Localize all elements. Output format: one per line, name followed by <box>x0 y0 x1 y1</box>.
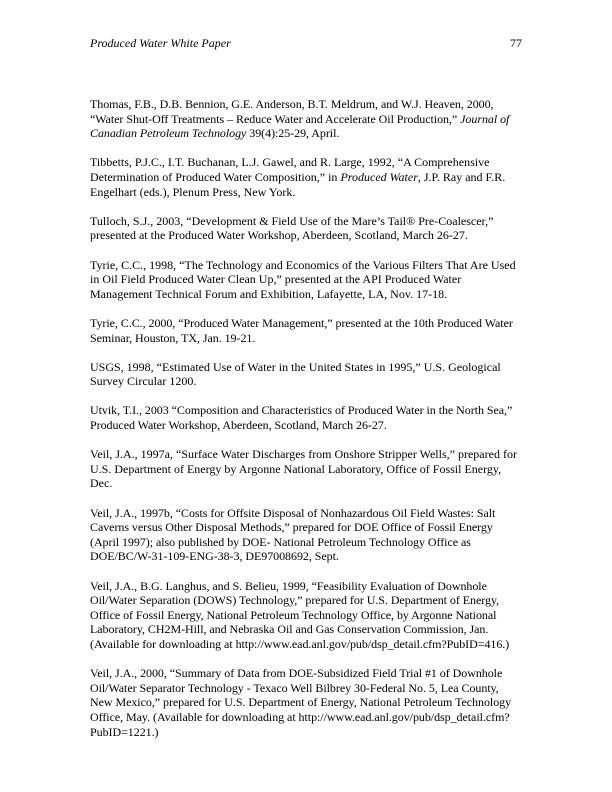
reference-text-tail: , J.P. Ray and F.R. Engelhart (eds.), Plenum Press, New York. <box>90 169 506 199</box>
reference-tibbetts-1992 <box>90 155 522 199</box>
reference-text: Tyrie, C.C., 1998, “The Technology and Economics of the Various Filters That Are Used in Oil Field Produced Water Clean Up,” presented at the API Produced Water Management Technical Forum and Exhibition, Lafayette, LA, Nov. 17-18. <box>90 257 516 301</box>
document-title: Produced Water White Paper <box>90 36 231 50</box>
reference-text: Tibbetts, P.J.C., I.T. Buchanan, L.J. Gawel, and R. Large, 1992, “A Comprehensive Determination of Produced Water Composition,” in <box>90 155 490 184</box>
reference-journal-title: Journal of Canadian Petroleum Technology <box>90 111 510 141</box>
reference-utvik-2003 <box>90 403 522 432</box>
reference-list <box>90 97 522 754</box>
reference-tyrie-1998 <box>90 258 522 302</box>
reference-text: Thomas, F.B., D.B. Bennion, G.E. Anderson, B.T. Meldrum, and W.J. Heaven, 2000, “Water Shut-Off Treatments – Reduce Water and Accelerate Oil Production,” <box>90 97 494 126</box>
reference-usgs-1998 <box>90 360 522 389</box>
reference-thomas-2000 <box>90 97 522 141</box>
reference-veil-2000 <box>90 666 522 739</box>
reference-text: Veil, J.A., 2000, “Summary of Data from DOE-Subsidized Field Trial #1 of Downhole Oil/Water Separator Technology - Texaco Well Bilbrey 30-Federal No. 5, Lea County, New Mexico,” prepared for U.S. Department of Energy, National Petroleum Technology Office, May. (Available for downloading at http://www.ead.anl.gov/pub/dsp_detail.cfm?PubID=1221.) <box>90 666 512 739</box>
reference-text-tail: 39(4):25-29, April. <box>246 126 340 141</box>
reference-text: USGS, 1998, “Estimated Use of Water in the United States in 1995,” U.S. Geological Survey Circular 1200. <box>90 359 501 389</box>
reference-text: Tyrie, C.C., 2000, “Produced Water Management,” presented at the 10th Produced Water Seminar, Houston, TX, Jan. 19-21. <box>90 315 513 345</box>
page-number: 77 <box>510 36 522 50</box>
page-header <box>90 36 522 52</box>
reference-text: Veil, J.A., 1997b, “Costs for Offsite Disposal of Nonhazardous Oil Field Wastes: Salt Caverns versus Other Disposal Methods,” prepared for DOE Office of Fossil Energy (April 1997); also published by DOE- National Petroleum Technology Office as DOE/BC/W-31-109-ENG-38-3, DE97008692, Sept. <box>90 505 496 564</box>
reference-book-title: Produced Water <box>340 169 418 184</box>
reference-veil-1999 <box>90 579 522 652</box>
reference-veil-1997a <box>90 447 522 491</box>
reference-text: Veil, J.A., 1997a, “Surface Water Discharges from Onshore Stripper Wells,” prepared for U.S. Department of Energy by Argonne National Laboratory, Office of Fossil Energy, Dec. <box>90 447 517 491</box>
reference-tulloch-2003 <box>90 214 522 243</box>
reference-text: Tulloch, S.J., 2003, “Development & Field Use of the Mare’s Tail® Pre-Coalescer,” presented at the Produced Water Workshop, Aberdeen, Scotland, March 26-27. <box>90 213 494 243</box>
reference-tyrie-2000 <box>90 316 522 345</box>
reference-text: Utvik, T.I., 2003 “Composition and Characteristics of Produced Water in the North Sea,” Produced Water Workshop, Aberdeen, Scotland, March 26-27. <box>90 403 513 433</box>
reference-text: Veil, J.A., B.G. Langhus, and S. Belieu, 1999, “Feasibility Evaluation of Downhole Oil/Water Separation (DOWS) Technology,” prepared for U.S. Department of Energy, Office of Fossil Energy, National Petroleum Technology Office, by Argonne National Laboratory, CH2M-Hill, and Nebraska Oil and Gas Conservation Commission, Jan. (Available for downloading at http://www.ead.anl.gov/pub/dsp_detail.cfm?PubID=416.) <box>90 578 510 651</box>
reference-veil-1997b <box>90 506 522 564</box>
